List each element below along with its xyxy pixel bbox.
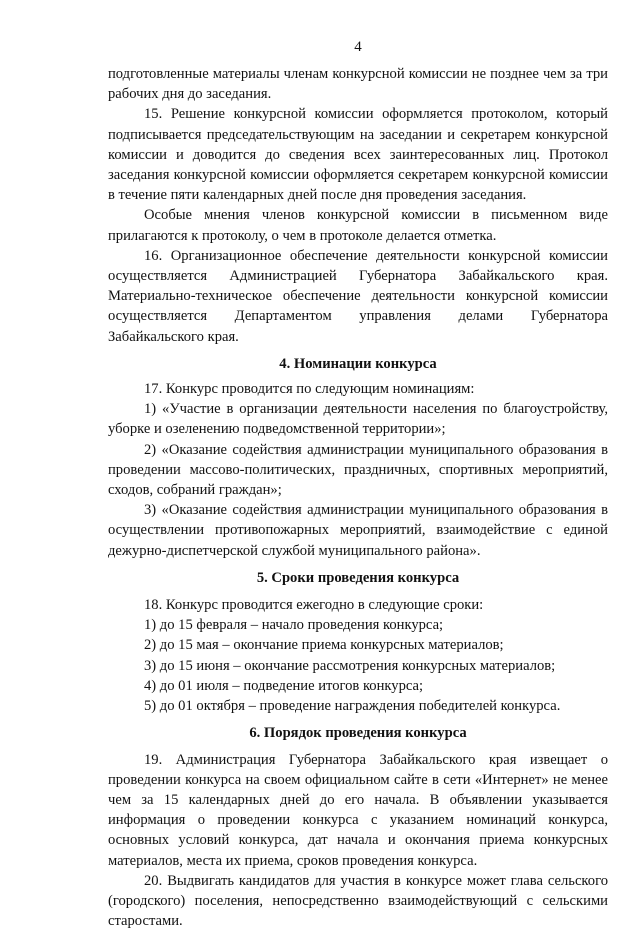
deadline-item: 2) до 15 мая – окончание приема конкурсных материалов; (144, 637, 504, 654)
page-number: 4 (354, 39, 362, 55)
section-5-heading: 5. Сроки проведения конкурса (256, 569, 460, 586)
section-5-body (108, 595, 608, 716)
nomination-item: 2) «Оказание содействия администрации муниципального образования в проведении массово-политических, праздничных, спортивных мероприятий, сходов, собраний граждан»; (108, 441, 608, 499)
nomination-item: 3) «Оказание содействия администрации муниципального образования в осуществлении противопожарных мероприятий, взаимодействие с единой дежурно-диспетчерской службой муниципального района». (108, 502, 608, 559)
paragraph-15: 15. Решение конкурсной комиссии оформляется протоколом, который подписывается председательствующим на заседании и секретарем конкурсной комиссии и доводится до сведения всех заинтересованных лиц. Протокол заседания конкурсной комиссии оформляется секретарем конкурсной комиссии в течение пяти календарных дней после дня проведения заседания. (108, 106, 608, 204)
paragraph-17: 17. Конкурс проводится по следующим номинациям: (144, 381, 475, 398)
section-4-body (108, 379, 608, 561)
deadline-item: 3) до 15 июня – окончание рассмотрения конкурсных материалов; (144, 657, 556, 674)
deadline-item: 4) до 01 июля – подведение итогов конкурса; (144, 677, 424, 694)
continued-paragraph: подготовленные материалы членам конкурсной комиссии не позднее чем за три рабочих дня до заседания. (108, 66, 608, 103)
paragraph-15-note: Особые мнения членов конкурсной комиссии в письменном виде прилагаются к протоколу, о чем в протоколе делается отметка. (108, 207, 608, 244)
paragraph-16: 16. Организационное обеспечение деятельности конкурсной комиссии осуществляется Администрацией Губернатора Забайкальского края. Материально-техническое обеспечение деятельности конкурсной комиссии осуществляется Департаментом управления делами Губернатора Забайкальского края. (108, 247, 608, 345)
paragraph-20: 20. Выдвигать кандидатов для участия в конкурсе может глава сельского (городского) поселения, непосредственно взаимодействующий с сельскими старостами. (108, 872, 608, 930)
section-6-heading: 6. Порядок проведения конкурса (249, 725, 467, 742)
nomination-item: 1) «Участие в организации деятельности населения по благоустройству, уборке и озеленению подведомственной территории»; (108, 401, 608, 438)
deadline-item: 1) до 15 февраля – начало проведения конкурса; (144, 617, 444, 634)
deadline-item: 5) до 01 октября – проведение награждения победителей конкурса. (144, 698, 561, 715)
paragraph-19: 19. Администрация Губернатора Забайкальского края извещает о проведении конкурса на своем официальном сайте в сети «Интернет» не менее чем за 15 календарных дней до его начала. В объявлении указывается информация о проведении конкурса с указанием номинаций конкурса, основных условий конкурса, дат начала и окончания приема конкурсных материалов, места их приема, сроков проведения конкурса. (108, 751, 608, 869)
section-4-heading: 4. Номинации конкурса (279, 355, 437, 372)
document-page (108, 38, 608, 931)
paragraph-18: 18. Конкурс проводится ежегодно в следующие сроки: (144, 597, 484, 614)
